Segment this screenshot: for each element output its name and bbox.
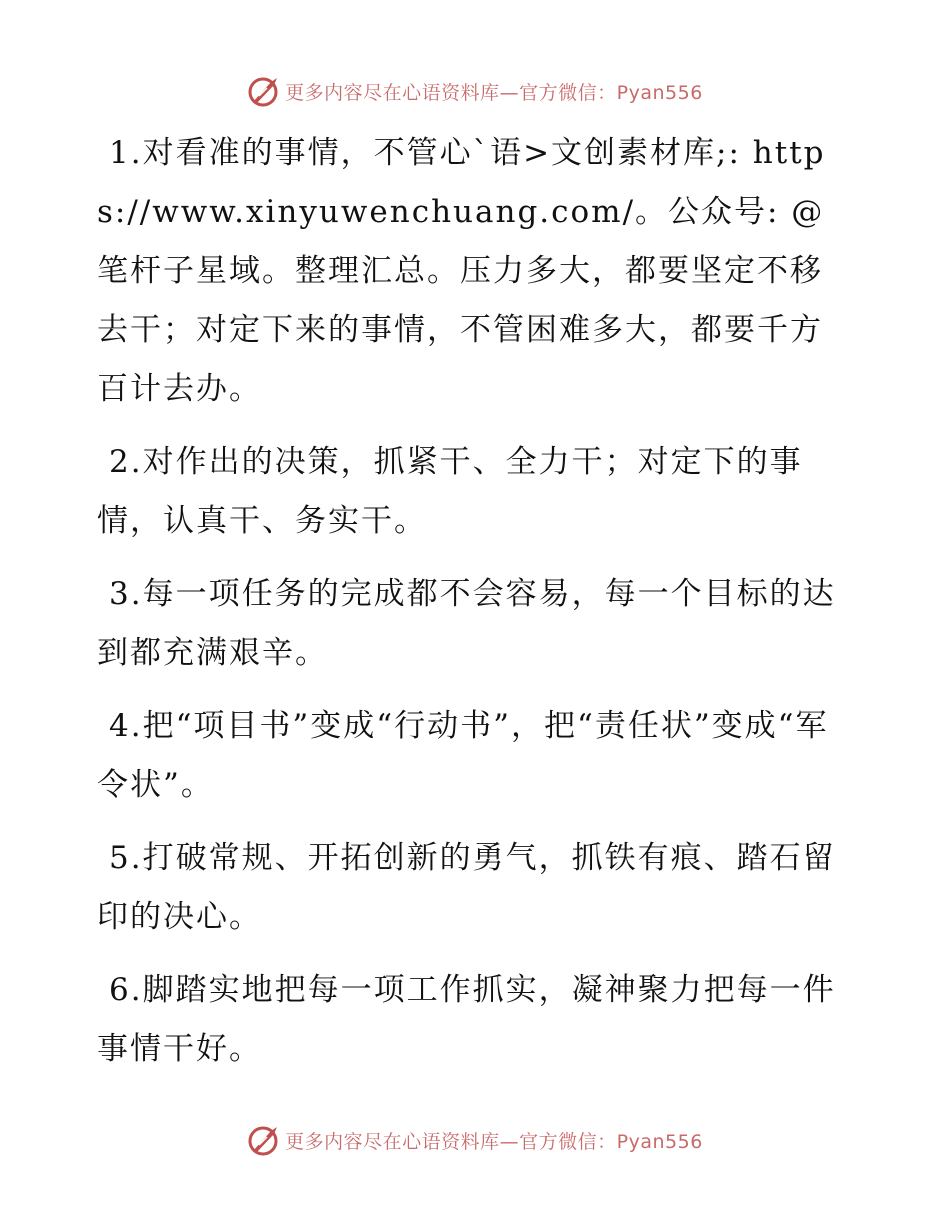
document-body [97,124,853,1093]
paragraph-5 [97,829,853,947]
paragraph-text: 对看准的事情，不管心`语>文创素材库;: https://www.xinyuwenchuang.com/。公众号: @笔杆子星域。整理汇总。压力多大，都要坚定不移去干；对定下来的事情，不管困难多大，都要千方百计去办。 [97,135,826,407]
paragraph-4 [97,697,853,815]
paragraph-text: 把“项目书”变成“行动书”，把“责任状”变成“军令状”。 [97,708,829,803]
paragraph-2 [97,433,853,551]
watermark-text: 更多内容尽在心语资料库—官方微信：Pyan556 [285,1130,703,1153]
paragraph-number: 1. [109,135,143,171]
paragraph-number: 2. [109,444,143,480]
paragraph-number: 5. [109,840,143,876]
watermark-text: 更多内容尽在心语资料库—官方微信：Pyan556 [285,81,703,104]
paragraph-1 [97,124,853,419]
paragraph-text: 每一项任务的完成都不会容易，每一个目标的达到都充满艰辛。 [97,576,836,671]
paragraph-number: 4. [109,708,143,744]
header-watermark [0,71,950,111]
paragraph-6 [97,961,853,1079]
paragraph-text: 打破常规、开拓创新的勇气，抓铁有痕、踏石留印的决心。 [97,840,836,935]
paragraph-number: 3. [109,576,143,612]
paragraph-3 [97,565,853,683]
paragraph-text: 对作出的决策，抓紧干、全力干；对定下的事情，认真干、务实干。 [97,444,803,539]
quill-logo-icon [247,1123,281,1157]
quill-logo-icon [247,74,281,108]
paragraph-text: 脚踏实地把每一项工作抓实，凝神聚力把每一件事情干好。 [97,972,836,1067]
paragraph-number: 6. [109,972,143,1008]
footer-watermark [0,1120,950,1160]
